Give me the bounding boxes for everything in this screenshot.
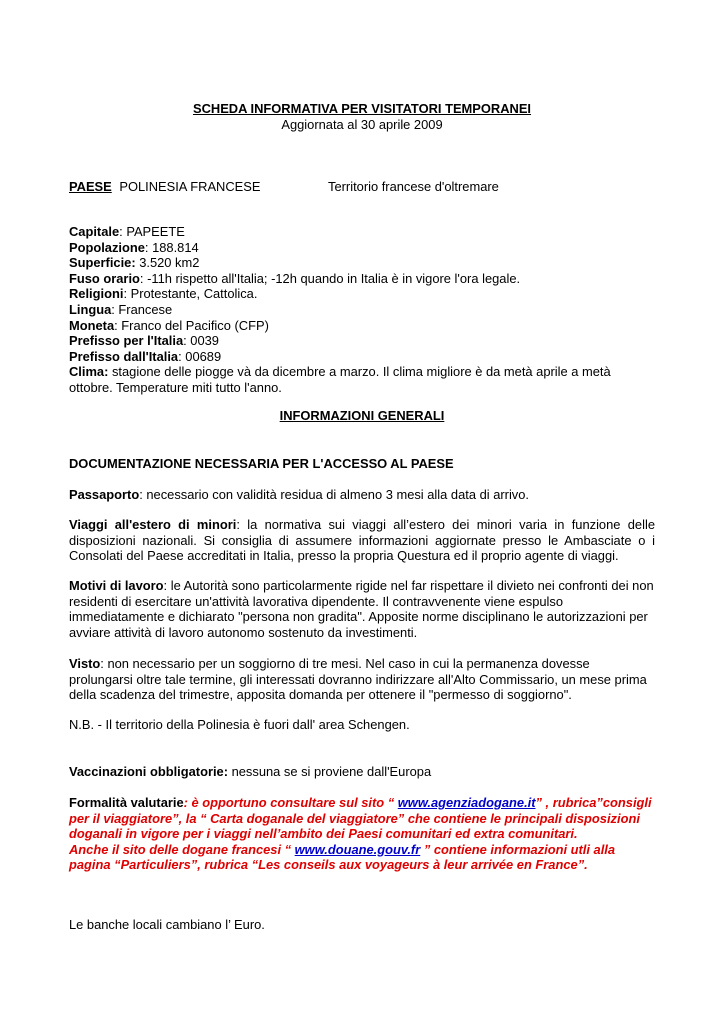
fact-moneta: Moneta: Franco del Pacifico (CFP) bbox=[69, 317, 269, 333]
fact-prefisso-per: Prefisso per l'Italia: 0039 bbox=[69, 333, 219, 349]
documentation-title: DOCUMENTAZIONE NECESSARIA PER L'ACCESSO AL PAESE bbox=[69, 456, 454, 471]
country-line bbox=[69, 179, 655, 195]
vaccinazioni-paragraph: Vaccinazioni obbligatorie: nessuna se si proviene dall'Europa bbox=[69, 764, 432, 779]
schengen-note: N.B. - Il territorio della Polinesia è fuori dall' area Schengen. bbox=[69, 717, 410, 732]
passaporto-paragraph: Passaporto: necessario con validità residua di almeno 3 mesi alla data di arrivo. bbox=[69, 487, 530, 502]
country-name: POLINESIA FRANCESE bbox=[119, 179, 261, 194]
visto-paragraph: Visto: non necessario per un soggiorno di tre mesi. Nel caso in cui la permanenza dovesse prolungarsi oltre tale termine, gli interessati dovranno indirizzare all'Alto Commissario, un mese prima della scadenza del trimestre, apposita domanda per ottenere il "permesso di soggiorno". bbox=[69, 656, 647, 703]
country-status: Territorio francese d'oltremare bbox=[328, 179, 499, 194]
lavoro-paragraph: Motivi di lavoro: le Autorità sono particolarmente rigide nel far rispettare il divieto nei confronti dei non residenti di esercitare un'attività lavorativa dipendente. Il contravvenente viene espulso immediatamente e dichiarato "persona non gradita". Apposite norme disciplinano le autorizzazioni per avviare attività di lavoro autonomo sostenuto da investimenti. bbox=[69, 578, 654, 640]
minori-paragraph: Viaggi all'estero di minori: la normativa sui viaggi all’estero dei minori varia in funzione delle disposizioni nazionali. Si consiglia di assumere informazioni aggiornate presso le Ambasciate o i Consolati del Paese accreditati in Italia, presso la propria Questura ed il proprio agente di viaggi. bbox=[69, 517, 655, 564]
fact-fuso-orario: Fuso orario: -11h rispetto all'Italia; -12h quando in Italia è in vigore l'ora legale. bbox=[69, 270, 521, 286]
valutarie-paragraph: Formalità valutarie: è opportuno consultare sul sito “ www.agenziadogane.it” , rubrica”consigli per il viaggiatore”, la “ Carta doganale del viaggiatore” che contiene le principali disposizioni doganali in vigore per i viaggi nell’ambito dei Paesi comunitari ed extra comunitari. Anche il sito delle dogane francesi “ www.douane.gouv.fr ” contiene informazioni utli alla pagina “Particuliers”, rubrica “Les conseils aux voyageurs à leur arrivée en France”. bbox=[69, 795, 652, 873]
agenziadogane-link[interactable]: www.agenziadogane.it bbox=[397, 795, 536, 810]
fact-clima: Clima: stagione delle piogge và da dicembre a marzo. Il clima migliore è da metà aprile a metà ottobre. Temperature miti tutto l'anno. bbox=[69, 364, 611, 395]
section-title: INFORMAZIONI GENERALI bbox=[279, 408, 445, 423]
fact-prefisso-da: Prefisso dall'Italia: 00689 bbox=[69, 348, 222, 364]
fact-lingua: Lingua: Francese bbox=[69, 301, 173, 317]
fact-religioni: Religioni: Protestante, Cattolica. bbox=[69, 286, 258, 302]
fact-capitale: Capitale: PAPEETE bbox=[69, 224, 185, 239]
douane-link[interactable]: www.douane.gouv.fr bbox=[294, 841, 421, 857]
banche-note: Le banche locali cambiano l’ Euro. bbox=[69, 917, 265, 932]
document-title: SCHEDA INFORMATIVA PER VISITATORI TEMPORANEI bbox=[192, 101, 532, 116]
fact-superficie: Superficie: 3.520 km2 bbox=[69, 255, 200, 271]
update-date: Aggiornata al 30 aprile 2009 bbox=[281, 117, 443, 132]
country-label: PAESE bbox=[69, 179, 112, 194]
fact-popolazione: Popolazione: 188.814 bbox=[69, 239, 199, 255]
facts-list bbox=[69, 224, 655, 396]
